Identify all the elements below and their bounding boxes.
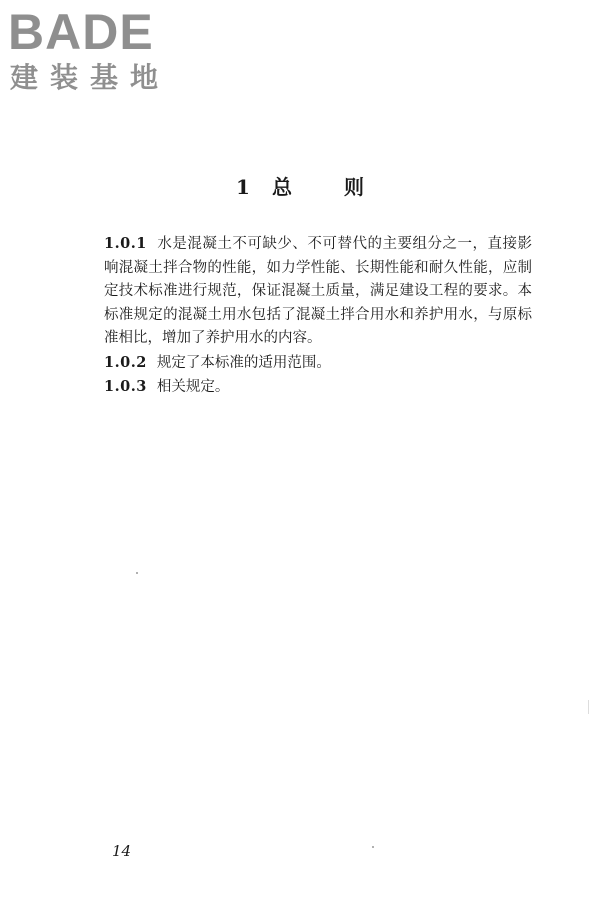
scan-speck <box>588 700 589 714</box>
clause-1-0-1 <box>104 232 532 351</box>
watermark-logo <box>8 4 178 96</box>
clause-text: 相关规定。 <box>156 379 230 395</box>
clause-1-0-3 <box>104 375 532 400</box>
logo-latin-text: BADE <box>8 4 154 60</box>
logo-chinese-text: 建装基地 <box>10 61 171 94</box>
scan-speck <box>372 846 374 848</box>
clause-list <box>104 232 532 400</box>
clause-number: 1.0.1 <box>104 235 147 252</box>
clause-1-0-2 <box>104 351 532 376</box>
chapter-title <box>0 172 600 202</box>
page-number: 14 <box>112 842 132 860</box>
clause-number: 1.0.3 <box>104 378 147 395</box>
clause-text: 水是混凝土不可缺少、不可替代的主要组分之一，直接影响混凝土拌合物的性能，如力学性能、长期性能和耐久性能，应制定技术标准进行规范，保证混凝土质量，满足建设工程的要求。本标准规定的混凝土用水包括了混凝土拌合用水和养护用水，与原标准相比，增加了养护用水的内容。 <box>104 236 532 346</box>
chapter-name: 总则 <box>271 175 416 199</box>
clause-number: 1.0.2 <box>104 353 147 371</box>
chapter-number: 1 <box>236 175 250 199</box>
scan-speck <box>136 572 138 574</box>
clause-text: 规定了本标准的适用范围。 <box>156 354 331 371</box>
